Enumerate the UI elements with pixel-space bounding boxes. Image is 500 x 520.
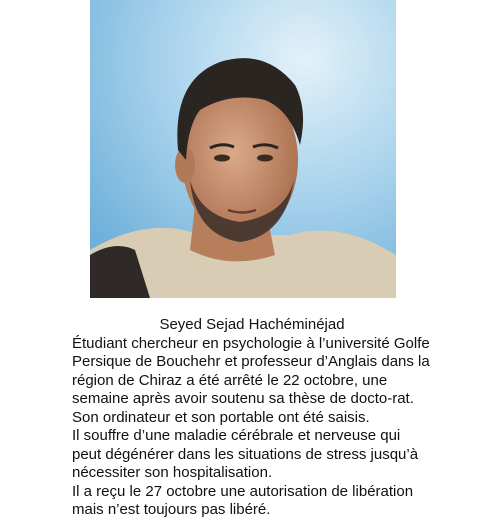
caption-paragraph-2: Il souffre d’une maladie cérébrale et nerveuse qui peut dégénérer dans les situations de stress jusqu’à nécessiter son hospitalisation. — [72, 427, 419, 481]
caption-block — [72, 316, 432, 520]
caption-paragraph-3: Il a reçu le 27 octobre une autorisation de libération mais n’est toujours pas libéré. — [72, 482, 414, 518]
portrait-photo — [90, 0, 396, 298]
caption-paragraph-1: Étudiant chercheur en psychologie à l’université Golfe Persique de Bouchehr et professeur d’Anglais dans la région de Chiraz a été arrêté le 22 octobre, une semaine après avoir soutenu sa thèse de docto-rat. Son ordinateur et son portable ont été saisis. — [72, 334, 430, 426]
person-name: Seyed Sejad Hachéminéjad — [159, 316, 345, 333]
